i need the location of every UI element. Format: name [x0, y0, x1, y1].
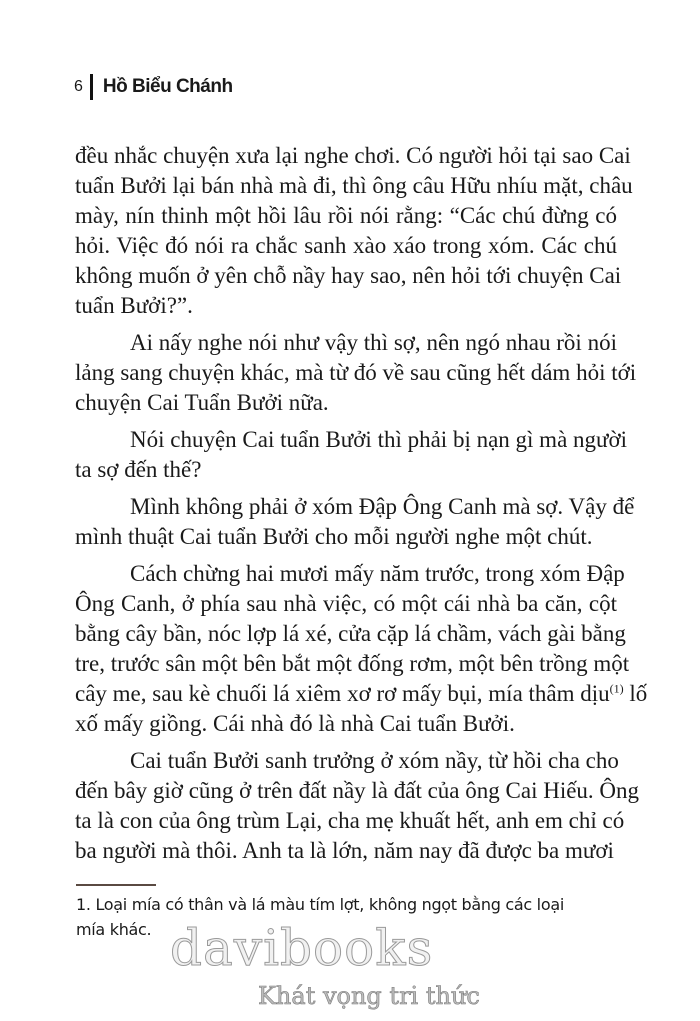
footnote-line: mía khác.	[76, 920, 152, 939]
body-text	[75, 141, 648, 873]
watermark-brand: davibooks	[170, 919, 434, 977]
text-line	[75, 776, 640, 806]
line-text: Ai nấy nghe nói như vậy thì sợ, nên ngó nhau rồi nói	[130, 330, 617, 355]
line-text: cây me, sau kè chuối lá xiêm xơ rơ mấy bụi, mía thâm dịu	[75, 681, 610, 706]
line-text: ba người mà thôi. Anh ta là lớn, năm nay đã được ba mươi	[75, 838, 614, 863]
line-text: không muốn ở yên chỗ nầy hay sao, nên hỏi tới chuyện Cai	[75, 263, 622, 288]
text-line	[75, 388, 617, 418]
line-text: tuẩn Bưởi lại bán nhà mà đi, thì ông câu Hữu nhíu mặt, châu	[75, 173, 633, 198]
line-text: bằng cây bần, nóc lợp lá xé, cửa cặp lá chầm, vách gài bằng	[75, 621, 626, 646]
line-text: tre, trước sân một bên bắt một đống rơm, một bên trồng một	[75, 651, 630, 676]
line-text: Cai tuẩn Bưởi sanh trưởng ở xóm nầy, từ hồi cha cho	[130, 748, 619, 773]
running-header	[74, 74, 233, 100]
page-number: 6	[74, 78, 83, 95]
text-line	[75, 201, 617, 231]
text-line	[75, 141, 631, 171]
text-line	[75, 291, 617, 321]
text-line	[75, 522, 617, 552]
line-text: Nói chuyện Cai tuẩn Bưởi thì phải bị nạn gì mà người	[130, 427, 628, 452]
line-text: lảng sang chuyện khác, mà từ đó về sau cũng hết dám hỏi tới	[75, 360, 637, 385]
text-line	[75, 649, 630, 679]
line-text: lố	[623, 681, 648, 706]
paragraph	[75, 492, 635, 552]
text-line	[75, 425, 628, 455]
text-line	[75, 679, 648, 709]
line-text: Ông Canh, ở phía sau nhà việc, có một cái nhà ba căn, cột	[75, 591, 617, 616]
line-text: xố mấy giồng. Cái nhà đó là nhà Cai tuẩn Bưởi.	[75, 711, 515, 736]
line-text: mình thuật Cai tuẩn Bưởi cho mỗi người nghe một chút.	[75, 524, 593, 549]
text-line	[75, 261, 622, 291]
watermark-slogan: Khát vọng tri thức	[258, 982, 480, 1010]
text-line	[75, 836, 617, 866]
text-line	[75, 171, 633, 201]
text-line	[75, 492, 635, 522]
line-text: tuẩn Bưởi?”.	[75, 293, 193, 318]
line-text: chuyện Cai Tuẩn Bưởi nữa.	[75, 390, 329, 415]
line-text: đến bây giờ cũng ở trên đất nầy là đất của ông Cai Hiếu. Ông	[75, 778, 640, 803]
text-line	[75, 231, 617, 261]
author-name: Hồ Biểu Chánh	[102, 76, 233, 97]
header-divider	[90, 74, 93, 100]
text-line	[75, 746, 617, 776]
text-line	[75, 358, 637, 388]
line-text: đều nhắc chuyện xưa lại nghe chơi. Có người hỏi tại sao Cai	[75, 143, 631, 168]
line-text: mày, nín thinh một hồi lâu rồi nói rằng: “Các chú đừng có	[75, 203, 617, 228]
footnote-reference[interactable]: (1)	[609, 681, 624, 696]
text-line	[75, 328, 617, 358]
footnote-rule	[76, 884, 156, 886]
paragraph	[75, 559, 648, 739]
line-text: Cách chừng hai mươi mấy năm trước, trong xóm Đập	[130, 561, 625, 586]
text-line	[75, 806, 625, 836]
paragraph	[75, 746, 640, 866]
text-line	[75, 455, 617, 485]
line-text: ta sợ đến thế?	[75, 457, 202, 482]
line-text: Mình không phải ở xóm Đập Ông Canh mà sợ. Vậy để	[130, 494, 635, 519]
paragraph	[75, 141, 633, 321]
footnote-line: 1. Loại mía có thân và lá màu tím lợt, không ngọt bằng các loại	[76, 895, 564, 914]
text-line	[75, 619, 626, 649]
text-line	[75, 589, 617, 619]
line-text: ta là con của ông trùm Lại, cha mẹ khuất hết, anh em chỉ có	[75, 808, 625, 833]
paragraph	[75, 328, 637, 418]
text-line	[75, 709, 617, 739]
text-line	[75, 559, 625, 589]
line-text: hỏi. Việc đó nói ra chắc sanh xào xáo trong xóm. Các chú	[75, 233, 617, 258]
paragraph	[75, 425, 628, 485]
